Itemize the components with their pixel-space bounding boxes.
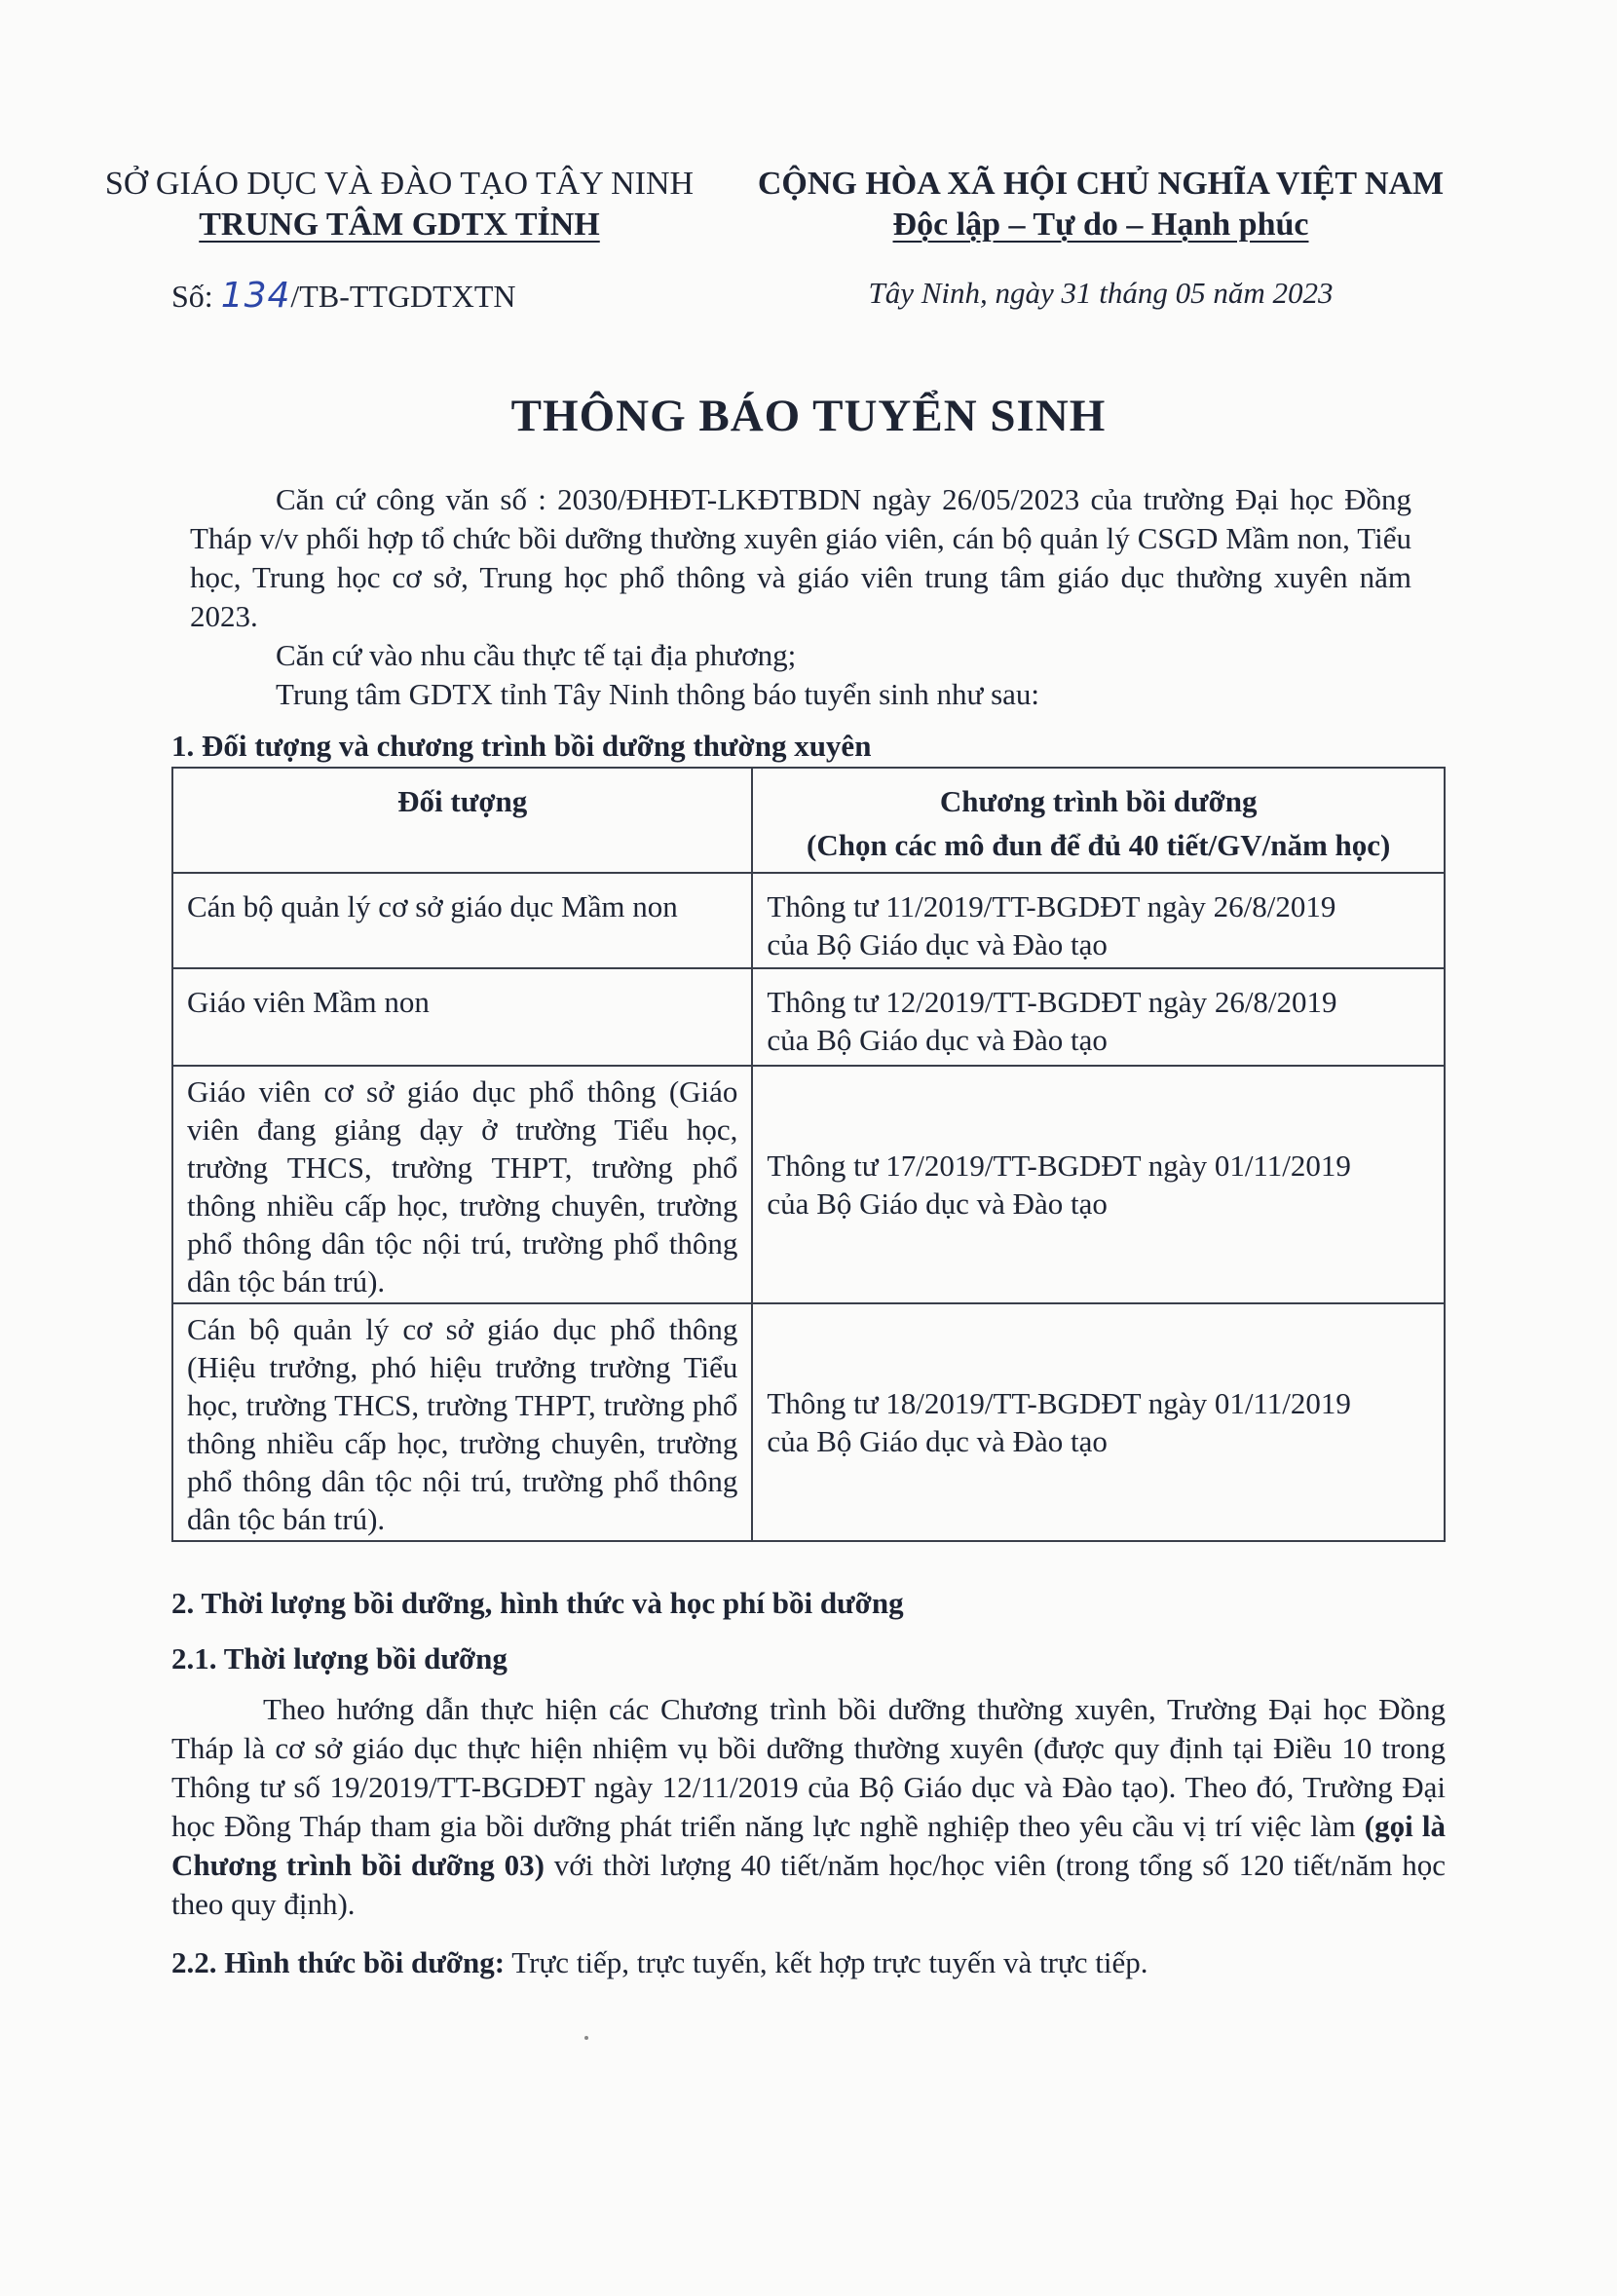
document-number-prefix: Số: [171, 279, 221, 314]
program-circular: Thông tư 12/2019/TT-BGDĐT ngày 26/8/2019 [767, 985, 1337, 1019]
table-row [172, 1066, 1445, 1303]
table-cell-program [752, 968, 1445, 1066]
national-motto-text: Độc lập – Tự do – Hạnh phúc [892, 207, 1309, 243]
duration-text [171, 1690, 1446, 1924]
section2-2-heading: 2.2. Hình thức bồi dưỡng: [171, 1945, 506, 1979]
program-issuer: của Bộ Giáo dục và Đào tạo [767, 1424, 1108, 1458]
intro-basis-text: Căn cứ công văn số : 2030/ĐHĐT-LKĐTBDN ngày 26/05/2023 của trường Đại học Đồng Tháp v/v phối hợp tổ chức bồi dưỡng thường xuyên giáo viên, cán bộ quản lý CSGD Mầm non, Tiểu học, Trung học cơ sở, Trung học phổ thông và giáo viên trung tâm giáo dục thường xuyên năm 2023. [190, 482, 1411, 633]
table-header-row [172, 768, 1445, 873]
intro-paragraph [190, 480, 1411, 636]
intro-announce-text: Trung tâm GDTX tỉnh Tây Ninh thông báo tuyển sinh như sau: [276, 677, 1040, 711]
table-cell-target: Cán bộ quản lý cơ sở giáo dục phổ thông (Hiệu trưởng, phó hiệu trưởng trường Tiểu học, trường THCS, trường THPT, trường phổ thông nhiều cấp học, trường chuyên, trường phổ thông dân tộc nội trú, trường phổ thông dân tộc bán trú). [172, 1303, 752, 1541]
national-title: CỘNG HÒA XÃ HỘI CHỦ NGHĨA VIỆT NAM [757, 166, 1445, 202]
program-table [171, 767, 1446, 1542]
duration-program-name: (gọi là Chương trình bồi dưỡng 03) [171, 1809, 1446, 1882]
form-line [171, 1945, 1147, 1980]
table-header-program-line2: (Chọn các mô đun để đủ 40 tiết/GV/năm học) [807, 828, 1391, 862]
document-number-suffix: /TB-TTGDTXTN [290, 279, 516, 314]
section1-heading: 1. Đối tượng và chương trình bồi dưỡng thường xuyên [171, 729, 872, 763]
table-cell-program [752, 873, 1445, 968]
program-issuer: của Bộ Giáo dục và Đào tạo [767, 1023, 1108, 1057]
duration-paragraph [171, 1690, 1446, 1924]
issuer-center [78, 205, 721, 245]
table-cell-program [752, 1303, 1445, 1541]
program-circular: Thông tư 18/2019/TT-BGDĐT ngày 01/11/2019 [767, 1386, 1351, 1420]
program-circular: Thông tư 17/2019/TT-BGDĐT ngày 01/11/2019 [767, 1148, 1351, 1183]
section2-heading: 2. Thời lượng bồi dưỡng, hình thức và học phí bồi dưỡng [171, 1586, 904, 1620]
program-circular: Thông tư 11/2019/TT-BGDĐT ngày 26/8/2019 [767, 889, 1336, 923]
table-cell-program [752, 1066, 1445, 1303]
duration-text-part1: Theo hướng dẫn thực hiện các Chương trình bồi dưỡng thường xuyên, Trường Đại học Đồng Tháp là cơ sở giáo dục thực hiện nhiệm vụ bồi dưỡng thường xuyên (được quy định tại Điều 10 trong Thông tư số 19/2019/TT-BGDĐT ngày 12/11/2019 của Bộ Giáo dục và Đào tạo). Theo đó, Trường Đại học Đồng Tháp tham gia bồi dưỡng phát triển năng lực nghề nghiệp theo yêu cầu vị trí việc làm [171, 1692, 1446, 1843]
issuer-block [78, 164, 721, 245]
document-title: THÔNG BÁO TUYỂN SINH [510, 391, 1107, 441]
program-issuer: của Bộ Giáo dục và Đào tạo [767, 1186, 1108, 1221]
national-motto [740, 205, 1461, 245]
document-number-handwritten: 134 [220, 276, 291, 316]
table-row [172, 1303, 1445, 1541]
table-row [172, 968, 1445, 1066]
program-issuer: của Bộ Giáo dục và Đào tạo [767, 927, 1108, 961]
document-number [171, 276, 515, 316]
table-cell-target: Giáo viên cơ sở giáo dục phổ thông (Giáo viên đang giảng dạy ở trường Tiểu học, trường THCS, trường THPT, trường phổ thông nhiều cấp học, trường chuyên, trường phổ thông dân tộc nội trú, trường phổ thông dân tộc bán trú). [172, 1066, 752, 1303]
document-date: Tây Ninh, ngày 31 tháng 05 năm 2023 [868, 276, 1334, 310]
issuer-department: SỞ GIÁO DỤC VÀ ĐÀO TẠO TÂY NINH [104, 166, 695, 202]
table-header-target: Đối tượng [172, 768, 752, 873]
table-cell-target: Cán bộ quản lý cơ sở giáo dục Mầm non [172, 873, 752, 968]
table-header-program-line1: Chương trình bồi dưỡng [939, 784, 1258, 818]
national-title-block [740, 164, 1461, 245]
form-text: Trực tiếp, trực tuyến, kết hợp trực tuyến và trực tiếp. [505, 1945, 1148, 1979]
table-header-program [752, 768, 1445, 873]
scan-speck [584, 2036, 588, 2040]
table-row [172, 873, 1445, 968]
table-cell-target: Giáo viên Mầm non [172, 968, 752, 1066]
section2-1-heading: 2.1. Thời lượng bồi dưỡng [171, 1641, 508, 1675]
intro-need-text: Căn cứ vào nhu cầu thực tế tại địa phương; [276, 638, 797, 672]
duration-text-part2: với thời lượng 40 tiết/năm học/học viên (trong tổng số 120 tiết/năm học theo quy định). [171, 1848, 1446, 1921]
issuer-center-text: TRUNG TÂM GDTX TỈNH [199, 207, 600, 243]
